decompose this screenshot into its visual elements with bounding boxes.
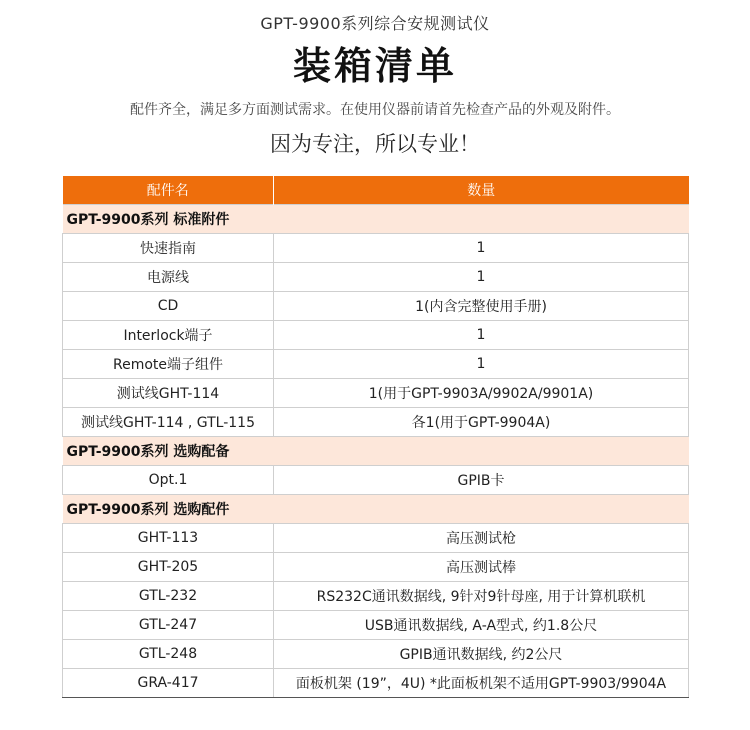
section-header-row <box>63 437 689 466</box>
table-row <box>63 350 689 379</box>
accessory-name-cell: GTL-247 <box>63 611 274 640</box>
table-row <box>63 640 689 669</box>
quantity-cell: 面板机架 (19”，4U) *此面板机架不适用GPT-9903/9904A <box>274 669 689 698</box>
table-row <box>63 524 689 553</box>
table-row <box>63 408 689 437</box>
accessory-name-cell: GTL-248 <box>63 640 274 669</box>
accessory-name-cell: Interlock端子 <box>63 321 274 350</box>
accessory-name-cell: 测试线GHT-114 , GTL-115 <box>63 408 274 437</box>
table-row <box>63 263 689 292</box>
section-title: GPT-9900系列 选购配件 <box>63 495 689 524</box>
table-row <box>63 669 689 698</box>
packing-list-table-wrap <box>62 176 688 698</box>
quantity-cell: 高压测试枪 <box>274 524 689 553</box>
quantity-cell: USB通讯数据线, A-A型式, 约1.8公尺 <box>274 611 689 640</box>
section-header-row <box>63 495 689 524</box>
accessory-name-cell: CD <box>63 292 274 321</box>
quantity-cell: 高压测试棒 <box>274 553 689 582</box>
quantity-cell: 1 <box>274 350 689 379</box>
quantity-cell: 1 <box>274 321 689 350</box>
table-row <box>63 582 689 611</box>
quantity-cell: 1(用于GPT-9903A/9902A/9901A) <box>274 379 689 408</box>
section-title: GPT-9900系列 选购配备 <box>63 437 689 466</box>
table-row <box>63 611 689 640</box>
accessory-name-cell: 电源线 <box>63 263 274 292</box>
accessory-name-cell: GHT-113 <box>63 524 274 553</box>
column-header-quantity: 数量 <box>274 176 689 205</box>
accessory-name-cell: GRA-417 <box>63 669 274 698</box>
table-row <box>63 234 689 263</box>
quantity-cell: GPIB通讯数据线, 约2公尺 <box>274 640 689 669</box>
quantity-cell: GPIB卡 <box>274 466 689 495</box>
quantity-cell: RS232C通讯数据线, 9针对9针母座, 用于计算机联机 <box>274 582 689 611</box>
column-header-accessory: 配件名 <box>63 176 274 205</box>
accessory-name-cell: Remote端子组件 <box>63 350 274 379</box>
product-subtitle: GPT-9900系列综合安规测试仪 <box>260 14 490 33</box>
page-description: 配件齐全，满足多方面测试需求。在使用仪器前请首先检查产品的外观及附件。 <box>130 102 620 118</box>
quantity-cell: 各1(用于GPT-9904A) <box>274 408 689 437</box>
accessory-name-cell: 测试线GHT-114 <box>63 379 274 408</box>
table-row <box>63 321 689 350</box>
accessory-name-cell: GHT-205 <box>63 553 274 582</box>
page-title: 装箱清单 <box>292 44 457 88</box>
quantity-cell: 1 <box>274 234 689 263</box>
accessory-name-cell: Opt.1 <box>63 466 274 495</box>
table-row <box>63 466 689 495</box>
table-row <box>63 292 689 321</box>
table-row <box>63 379 689 408</box>
accessory-name-cell: GTL-232 <box>63 582 274 611</box>
accessory-name-cell: 快速指南 <box>63 234 274 263</box>
table-row <box>63 553 689 582</box>
page-header <box>0 0 750 158</box>
table-header-row <box>63 176 689 205</box>
quantity-cell: 1(内含完整使用手册) <box>274 292 689 321</box>
section-header-row <box>63 205 689 234</box>
page-slogan: 因为专注，所以专业！ <box>270 132 480 156</box>
quantity-cell: 1 <box>274 263 689 292</box>
packing-list-table <box>62 176 689 698</box>
table-body <box>63 205 689 698</box>
section-title: GPT-9900系列 标准附件 <box>63 205 689 234</box>
